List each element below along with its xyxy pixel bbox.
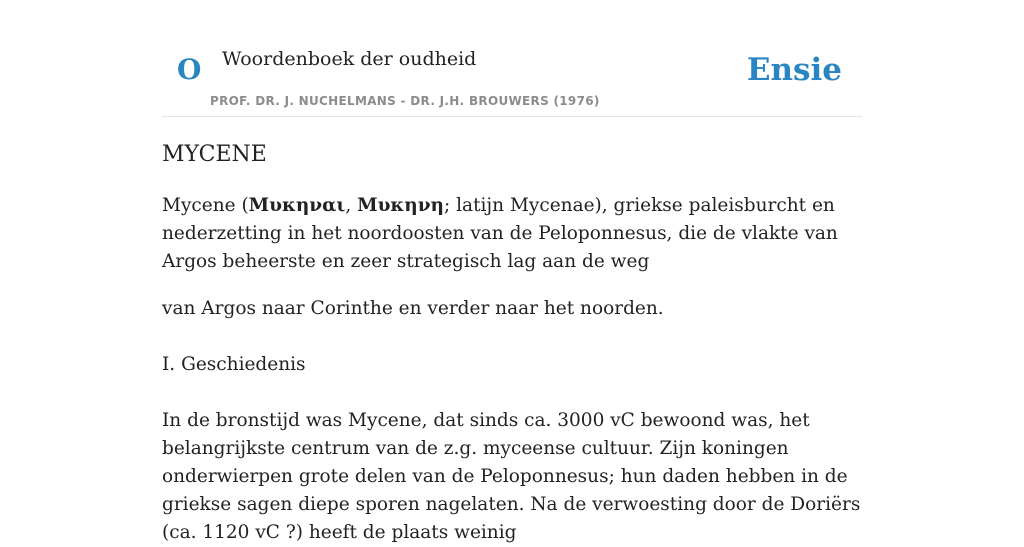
letter-index-link[interactable]: O <box>177 53 202 86</box>
section-heading: I. Geschiedenis <box>162 354 306 375</box>
article-paragraph: van Argos naar Corinthe en verder naar het noorden. <box>162 298 664 319</box>
article-content <box>162 138 864 547</box>
book-authors: PROF. DR. J. NUCHELMANS - DR. J.H. BROUWERS (1976) <box>210 94 600 108</box>
paragraph-text-separator: , <box>345 195 358 216</box>
article-title: MYCENE <box>162 142 267 167</box>
site-header <box>162 0 862 117</box>
article-paragraph: In de bronstijd was Mycene, dat sinds ca. 3000 vC bewoond was, het belangrijkste centrum van de z.g. myceense cultuur. Zijn koningen onderwierpen grote delen van de Peloponnesus; hun daden hebben in de griekse sagen diepe sporen nagelaten. Na de verwoesting door de Doriërs (ca. 1120 vC ?) heeft de plaats weinig <box>162 410 861 543</box>
paragraph-text-prefix: Mycene ( <box>162 195 249 216</box>
paragraph-text-suffix: ; latijn Mycenae), griekse paleisburcht en nederzetting in het noordoosten van de Peloponnesus, die de vlakte van Argos beheerste en zeer strategisch lag aan de weg <box>162 195 838 272</box>
ensie-logo-link[interactable]: Ensie <box>746 52 842 88</box>
article-paragraph <box>162 192 864 276</box>
book-title-link[interactable]: Woordenboek der oudheid <box>222 48 477 70</box>
greek-name-singular: Μυκηνη <box>357 195 445 216</box>
greek-name-plural: Μυκηναι <box>248 195 346 216</box>
